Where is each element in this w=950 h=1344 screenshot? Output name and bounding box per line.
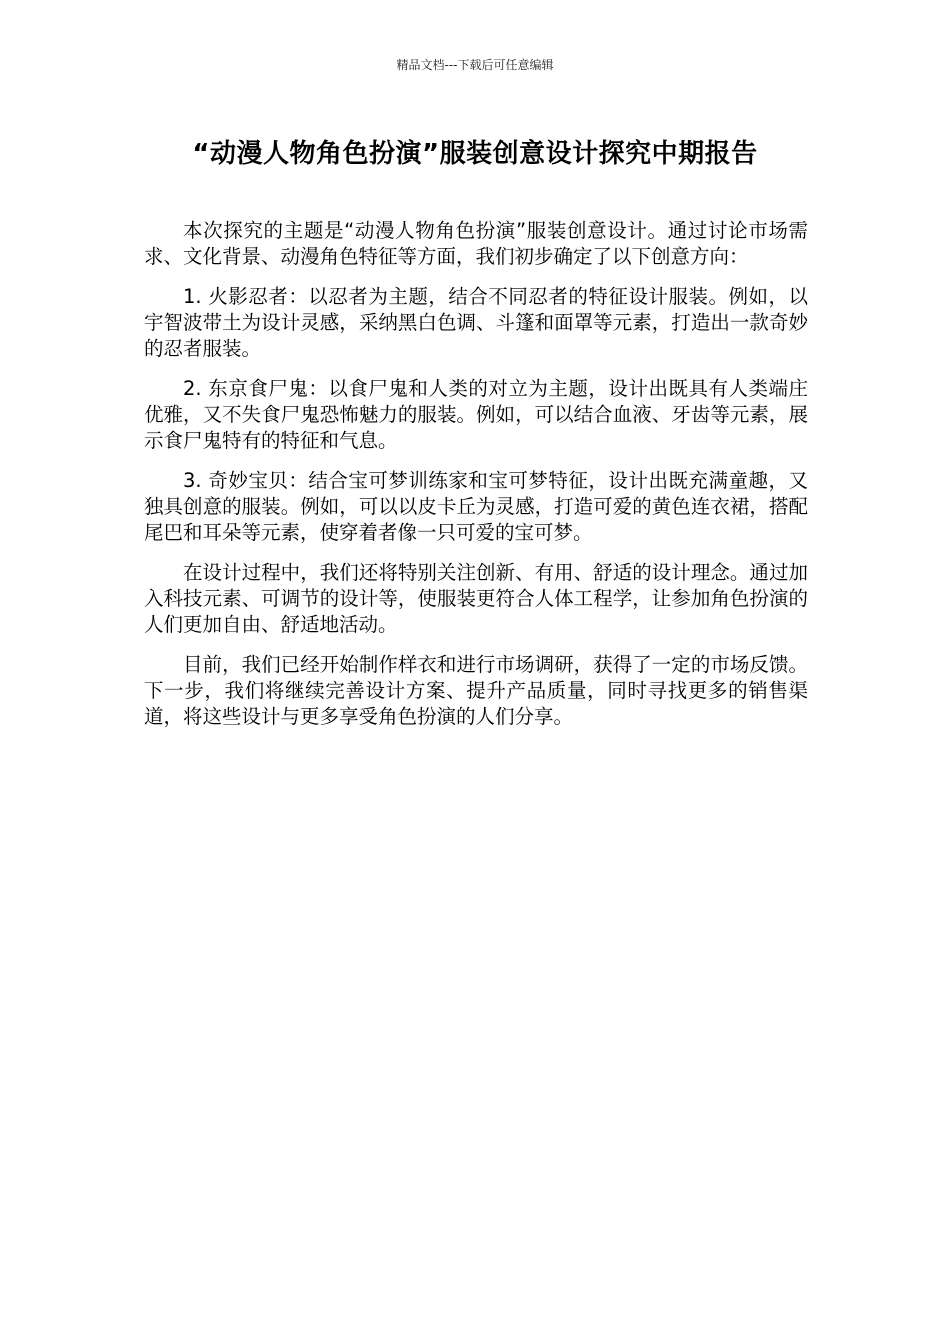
paragraph-intro: 本次探究的主题是“动漫人物角色扮演”服装创意设计。通过讨论市场需求、文化背景、动漫角色特征等方面，我们初步确定了以下创意方向： — [144, 219, 808, 268]
paragraph-pokemon: 3. 奇妙宝贝：结合宝可梦训练家和宝可梦特征，设计出既充满童趣，又独具创意的服装。例如，可以以皮卡丘为灵感，打造可爱的黄色连衣裙，搭配尾巴和耳朵等元素，使穿着者像一只可爱的宝可梦。 — [144, 469, 808, 544]
paragraph-naruto: 1. 火影忍者：以忍者为主题，结合不同忍者的特征设计服装。例如，以宇智波带土为设计灵感，采纳黑白色调、斗篷和面罩等元素，打造出一款奇妙的忍者服装。 — [144, 285, 808, 360]
document-body — [144, 218, 808, 744]
header-note: 精品文档---下载后可任意编辑 — [396, 58, 554, 72]
paragraph-design-philosophy: 在设计过程中，我们还将特别关注创新、有用、舒适的设计理念。通过加入科技元素、可调节的设计等，使服装更符合人体工程学，让参加角色扮演的人们更加自由、舒适地活动。 — [144, 561, 808, 636]
document-title: “动漫人物角色扮演”服装创意设计探究中期报告 — [192, 139, 758, 169]
paragraph-tokyo-ghoul: 2. 东京食尸鬼：以食尸鬼和人类的对立为主题，设计出既具有人类端庄优雅，又不失食尸鬼恐怖魅力的服装。例如，可以结合血液、牙齿等元素，展示食尸鬼特有的特征和气息。 — [144, 377, 808, 452]
paragraph-next-steps: 目前，我们已经开始制作样衣和进行市场调研，获得了一定的市场反馈。下一步，我们将继续完善设计方案、提升产品质量，同时寻找更多的销售渠道，将这些设计与更多享受角色扮演的人们分享。 — [144, 653, 808, 728]
